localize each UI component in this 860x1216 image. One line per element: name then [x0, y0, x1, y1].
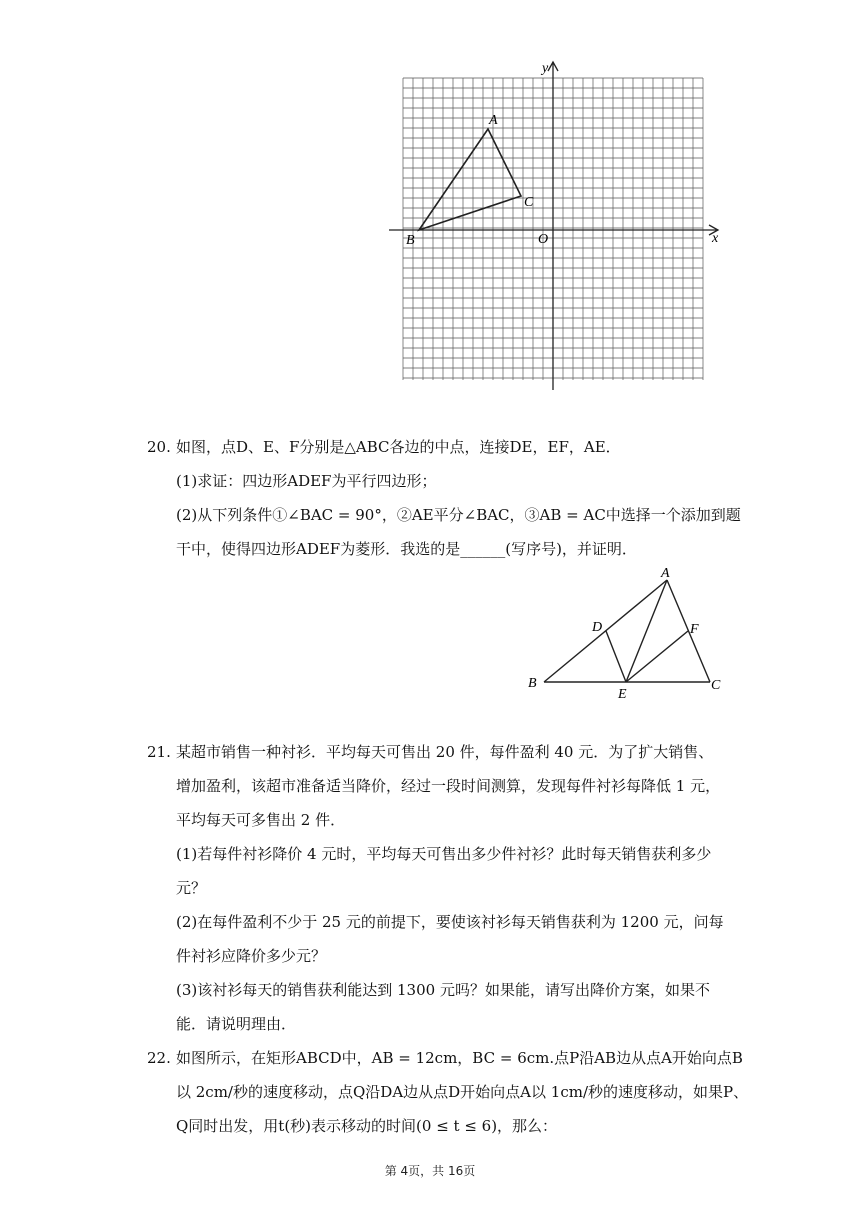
q20-part2-line1: (2)从下列条件①∠BAC = 90°，②AE平分∠BAC，③AB = AC中选择一个添加到题	[176, 506, 741, 524]
q22-line2: 以 2cm/秒的速度移动，点Q沿DA边从点D开始向点A以 1cm/秒的速度移动，如果P、	[176, 1083, 749, 1101]
q21-part2-line1: (2)在每件盈利不少于 25 元的前提下，要使该衬衫每天销售获利为 1200 元，问每	[176, 913, 724, 931]
point-b-label: B	[406, 233, 415, 248]
q22-line1: 如图所示，在矩形ABCD中，AB = 12cm，BC = 6cm.点P沿AB边从点A开始向点B	[176, 1049, 743, 1067]
q21-line3: 平均每天可多售出 2 件．	[176, 811, 346, 829]
axis-y-label: y	[542, 61, 549, 76]
q22-number: 22.	[147, 1049, 171, 1067]
side-ab	[544, 580, 667, 682]
q22-line3: Q同时出发，用t(秒)表示移动的时间(0 ≤ t ≤ 6)，那么：	[176, 1117, 558, 1135]
q21-part3-line1: (3)该衬衫每天的销售获利能达到 1300 元吗？如果能，请写出降价方案，如果不	[176, 981, 710, 999]
q21-part1-line1: (1)若每件衬衫降价 4 元时，平均每天可售出多少件衬衫？此时每天销售获利多少	[176, 845, 712, 863]
page-footer: 第 4页，共 16页	[384, 1164, 476, 1178]
q20-number: 20.	[147, 438, 171, 456]
q21-part3-line2: 能．请说明理由．	[176, 1015, 297, 1033]
q21-part1-line2: 元？	[176, 879, 207, 897]
label-d: D	[592, 620, 603, 635]
q21-part2-line2: 件衬衫应降价多少元？	[176, 947, 327, 965]
label-a: A	[661, 566, 670, 581]
segment-ae	[626, 580, 667, 682]
label-c: C	[711, 678, 721, 693]
q21-number: 21.	[147, 743, 171, 761]
q21-line1: 某超市销售一种衬衫．平均每天可售出 20 件，每件盈利 40 元．为了扩大销售、	[176, 743, 714, 761]
origin-label: O	[538, 232, 549, 247]
segment-de	[606, 631, 626, 682]
triangle-midpoints-figure	[522, 562, 732, 702]
point-a-label: A	[489, 113, 498, 128]
triangle-midpoints-svg	[522, 562, 732, 702]
triangle-abc	[419, 129, 521, 230]
label-e: E	[618, 687, 627, 702]
q21-line2: 增加盈利，该超市准备适当降价，经过一段时间测算，发现每件衬衫每降低 1 元，	[176, 777, 721, 795]
point-c-label: C	[524, 195, 534, 210]
axis-x-label: x	[712, 231, 719, 246]
q20-part1: (1)求证：四边形ADEF为平行四边形；	[176, 472, 437, 490]
q20-part2-line2: 干中，使得四边形ADEF为菱形．我选的是______(写序号)，并证明．	[176, 540, 637, 558]
label-f: F	[690, 622, 699, 637]
label-b: B	[528, 676, 537, 691]
coordinate-grid-figure	[385, 58, 725, 394]
segment-ef	[626, 631, 688, 682]
coordinate-grid-svg	[385, 58, 725, 394]
q20-stem: 如图，点D、E、F分别是△ABC各边的中点，连接DE，EF，AE．	[176, 438, 621, 456]
side-ac	[667, 580, 710, 682]
